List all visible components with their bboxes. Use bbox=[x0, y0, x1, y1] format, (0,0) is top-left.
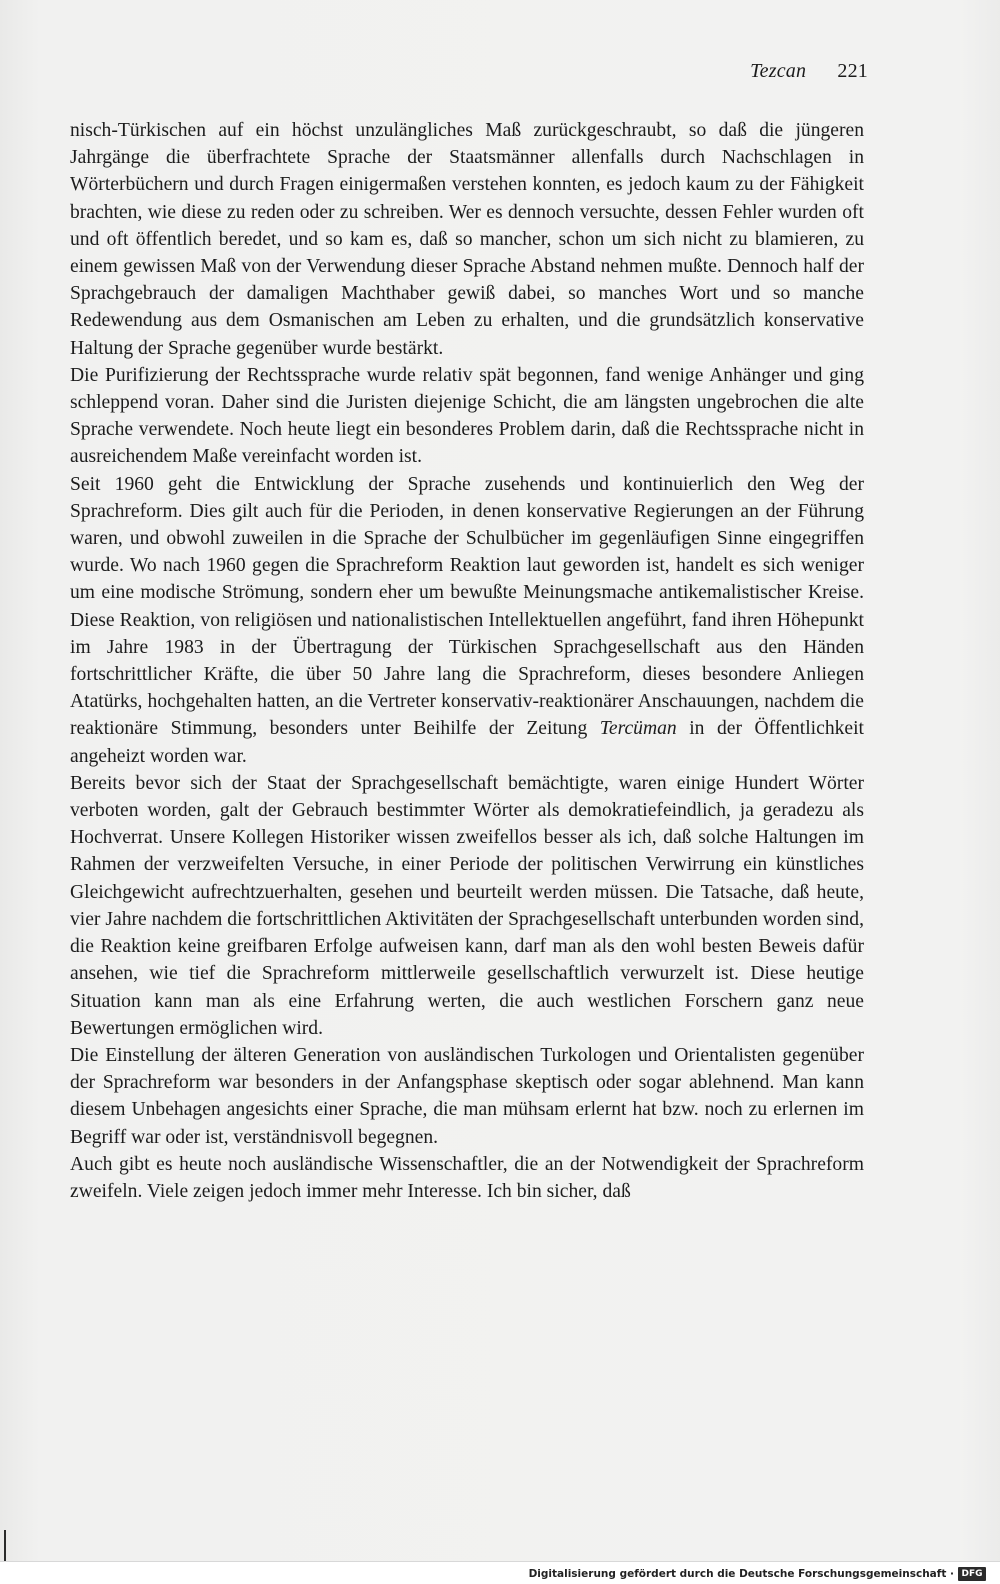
paragraph-4: Bereits bevor sich der Staat der Sprachgesellschaft bemächtigte, waren einige Hundert Wörter verboten worden, galt der Gebrauch bestimmter Wörter als demokratiefeindlich, ja geradezu als Hochverrat. Unsere Kollegen Historiker wissen zweifellos besser als ich, daß solche Haltungen im Rahmen der verzweifelten Versuche, in einer Periode der politischen Verwirrung ein künstliches Gleichgewicht aufrechtzuerhalten, gesehen und beurteilt werden müssen. Die Tatsache, daß heute, vier Jahre nachdem die fortschrittlichen Aktivitäten der Sprachgesellschaft unterbunden worden sind, die Reaktion keine greifbaren Erfolge aufweisen kann, darf man als den wohl besten Beweis dafür ansehen, wie tief die Sprachreform mittlerweile gesellschaftlich verwurzelt ist. Diese heutige Situation kann man als eine Erfahrung werten, die auch westlichen Forschern ganz neue Bewertungen ermöglichen wird. bbox=[70, 772, 864, 1039]
paragraph-6: Auch gibt es heute noch ausländische Wissenschaftler, die an der Notwendigkeit der Sprachreform zweifeln. Viele zeigen jedoch immer mehr Interesse. Ich bin sicher, daß bbox=[70, 1153, 864, 1202]
digitization-footer bbox=[0, 1561, 1000, 1584]
dfg-logo-icon: DFG bbox=[958, 1567, 986, 1581]
paragraph-3 bbox=[70, 471, 864, 770]
paragraph-1: nisch-Türkischen auf ein höchst unzulängliches Maß zurückgeschraubt, so daß die jüngeren Jahrgänge die überfrachtete Sprache der Staatsmänner allenfalls durch Nachschlagen in Wörterbüchern und durch Fragen einigermaßen verstehen konnten, es jedoch kaum zu der Fähigkeit brachten, wie diese zu reden oder zu schreiben. Wer es dennoch versuchte, dessen Fehler wurden oft und oft öffentlich beredet, und so kam es, daß so mancher, schon um sich nicht zu blamieren, zu einem gewissen Maß von der Verwendung dieser Sprache Abstand nehmen mußte. Dennoch half der Sprachgebrauch der damaligen Machthaber gewiß dabei, so manches Wort und so manche Redewendung aus dem Osmanischen am Leben zu erhalten, und die grundsätzlich konservative Haltung der Sprache gegenüber wurde bestärkt. bbox=[70, 120, 864, 359]
page-number: 221 bbox=[837, 60, 868, 82]
paragraph-3-text-after: in der Öffentlichkeit angeheizt worden war. bbox=[70, 718, 864, 767]
running-head bbox=[750, 60, 868, 83]
body-text bbox=[70, 117, 864, 1205]
newspaper-title: Tercüman bbox=[599, 718, 677, 740]
running-head-author: Tezcan bbox=[750, 60, 807, 82]
paragraph-2: Die Purifizierung der Rechtssprache wurde relativ spät begonnen, fand wenige Anhänger und ging schleppend voran. Daher sind die Juristen diejenige Schicht, die am längsten ungebrochen die alte Sprache verwendete. Noch heute liegt ein besonderes Problem darin, daß die Rechtssprache nicht in ausreichendem Maße vereinfacht worden ist. bbox=[70, 364, 864, 468]
paragraph-5: Die Einstellung der älteren Generation von ausländischen Turkologen und Orientalisten gegenüber der Sprachreform war besonders in der Anfangsphase skeptisch oder sogar ablehnend. Man kann diesem Unbehagen angesichts einer Sprache, die man mühsam erlernt hat bzw. noch zu erlernen im Begriff war oder ist, verständnisvoll begegnen. bbox=[70, 1044, 864, 1148]
funding-credit: Digitalisierung gefördert durch die Deutsche Forschungsgemeinschaft · bbox=[528, 1568, 954, 1580]
paragraph-3-text-before: Seit 1960 geht die Entwicklung der Sprache zusehends und kontinuierlich den Weg der Sprachreform. Dies gilt auch für die Perioden, in denen konservative Regierungen an der Führung waren, und obwohl zuweilen in die Sprache der Schulbücher im gegenläufigen Sinne eingegriffen wurde. Wo nach 1960 gegen die Sprachreform Reaktion laut geworden ist, handelt es sich weniger um eine modische Strömung, sondern eher um bewußte Meinungsmache antikemalistischer Kreise. Diese Reaktion, von religiösen und nationalistischen Intellektuellen angeführt, fand ihren Höhepunkt im Jahre 1983 in der Übertragung der Türkischen Sprachgesellschaft aus den Händen fortschrittlicher Kräfte, die über 50 Jahre lang die Sprachreform, dieses besondere Anliegen Atatürks, hochgehalten hatten, an die Vertreter konservativ-reaktionärer Anschauungen, nachdem die reaktionäre Stimmung, besonders unter Beihilfe der Zeitung bbox=[70, 473, 864, 740]
